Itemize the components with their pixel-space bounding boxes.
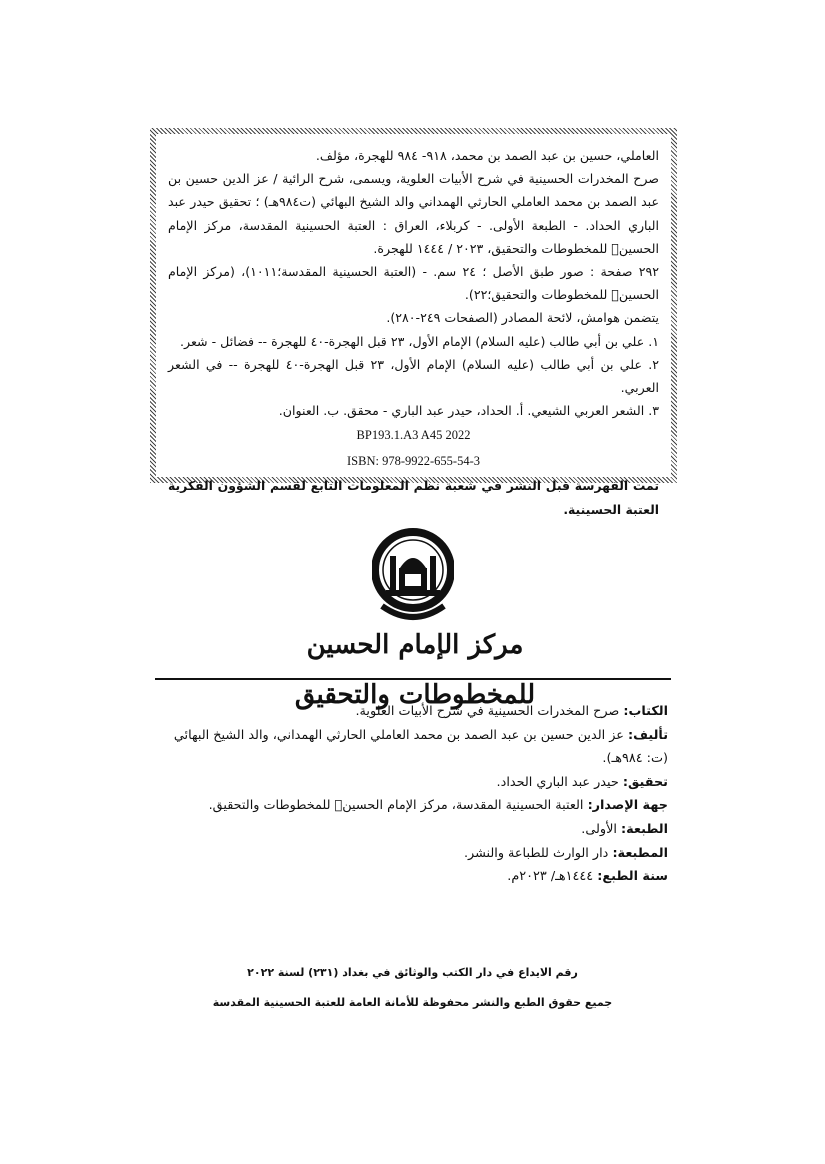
shrine-logo (372, 528, 454, 623)
center-name-calligraphy: مركز الإمام الحسين للمخطوطات والتحقيق (294, 630, 536, 710)
detail-author: تأليف: عز الدين حسين بن عبد الصمد بن محمد العاملي الحارثي الهمداني، والد الشيخ البهائي (ت: ٩٨٤هـ). (173, 727, 668, 767)
catalog-line: صرح المخدرات الحسينية في شرح الأبيات العلوية، ويسمى، شرح الرائية / عز الدين حسين بن عبد الصمد بن محمد العاملي الحارثي الهمداني والد الشيخ البهائي (ت٩٨٤هـ) ؛ تحقيق حيدر عبد الباري الحداد. - الطبعة الأولى. - كربلاء، العراق : العتبة الحسينية المقدسة، مركز الإمام الحسين﷤ للمخطوطات والتحقيق، ٢٠٢٣ / ١٤٤٤ للهجرة. (168, 171, 659, 256)
book-details (150, 700, 668, 889)
detail-book: الكتاب: صرح المخدرات الحسينية في شرح الأبيات العلوية. (355, 704, 668, 719)
catalog-line: يتضمن هوامش، لائحة المصادر (الصفحات ٢٤٩-٢٨٠). (386, 310, 659, 326)
detail-year: سنة الطبع: ١٤٤٤هـ/ ٢٠٢٣م. (507, 869, 668, 885)
detail-edition: الطبعة: الأولى. (581, 821, 668, 837)
cataloging-record-box (150, 128, 677, 517)
detail-printer: المطبعة: دار الوارث للطباعة والنشر. (463, 845, 668, 861)
catalog-line: ٣. الشعر العربي الشيعي. أ. الحداد، حيدر عبد الباري - محقق. ب. العنوان. (278, 403, 659, 419)
detail-editor: تحقيق: حيدر عبد الباري الحداد. (496, 774, 668, 790)
cataloging-note: تمت الفهرسة قبل النشر في شعبة نظم المعلومات التابع لقسم الشؤون الفكرية العتبة الحسينية. (168, 478, 659, 517)
isbn: ISBN: 978-9922-655-54-3 (347, 454, 480, 469)
copyright-notice: جميع حقوق الطبع والنشر محفوظة للأمانة العامة للعتبة الحسينية المقدسة (212, 996, 613, 1009)
catalog-line: ١. علي بن أبي طالب (عليه السلام) الإمام الأول، ٢٣ قبل الهجرة-٤٠ للهجرة -- فضائل - شعر. (180, 333, 659, 349)
detail-publisher: جهة الإصدار: العتبة الحسينية المقدسة، مركز الإمام الحسين﷤ للمخطوطات والتحقيق. (208, 798, 668, 814)
classification-number: BP193.1.A3 A45 2022 (356, 428, 471, 443)
catalog-line: العاملي، حسين بن عبد الصمد بن محمد، ٩١٨- ٩٨٤ للهجرة، مؤلف. (315, 148, 659, 163)
deposit-number: رقم الايداع في دار الكتب والوثائق في بغداد (٢٣١) لسنة ٢٠٢٢ (247, 966, 578, 979)
catalog-line: ٢٩٢ صفحة : صور طبق الأصل ؛ ٢٤ سم. - (العتبة الحسينية المقدسة؛١٠١١)، (مركز الإمام الحسين﷤ للمخطوطات والتحقيق؛٢٢). (168, 264, 659, 303)
catalog-line: ٢. علي بن أبي طالب (عليه السلام) الإمام الأول، ٢٣ قبل الهجرة-٤٠ للهجرة -- في الشعر العربي. (168, 356, 660, 396)
divider (155, 678, 671, 680)
